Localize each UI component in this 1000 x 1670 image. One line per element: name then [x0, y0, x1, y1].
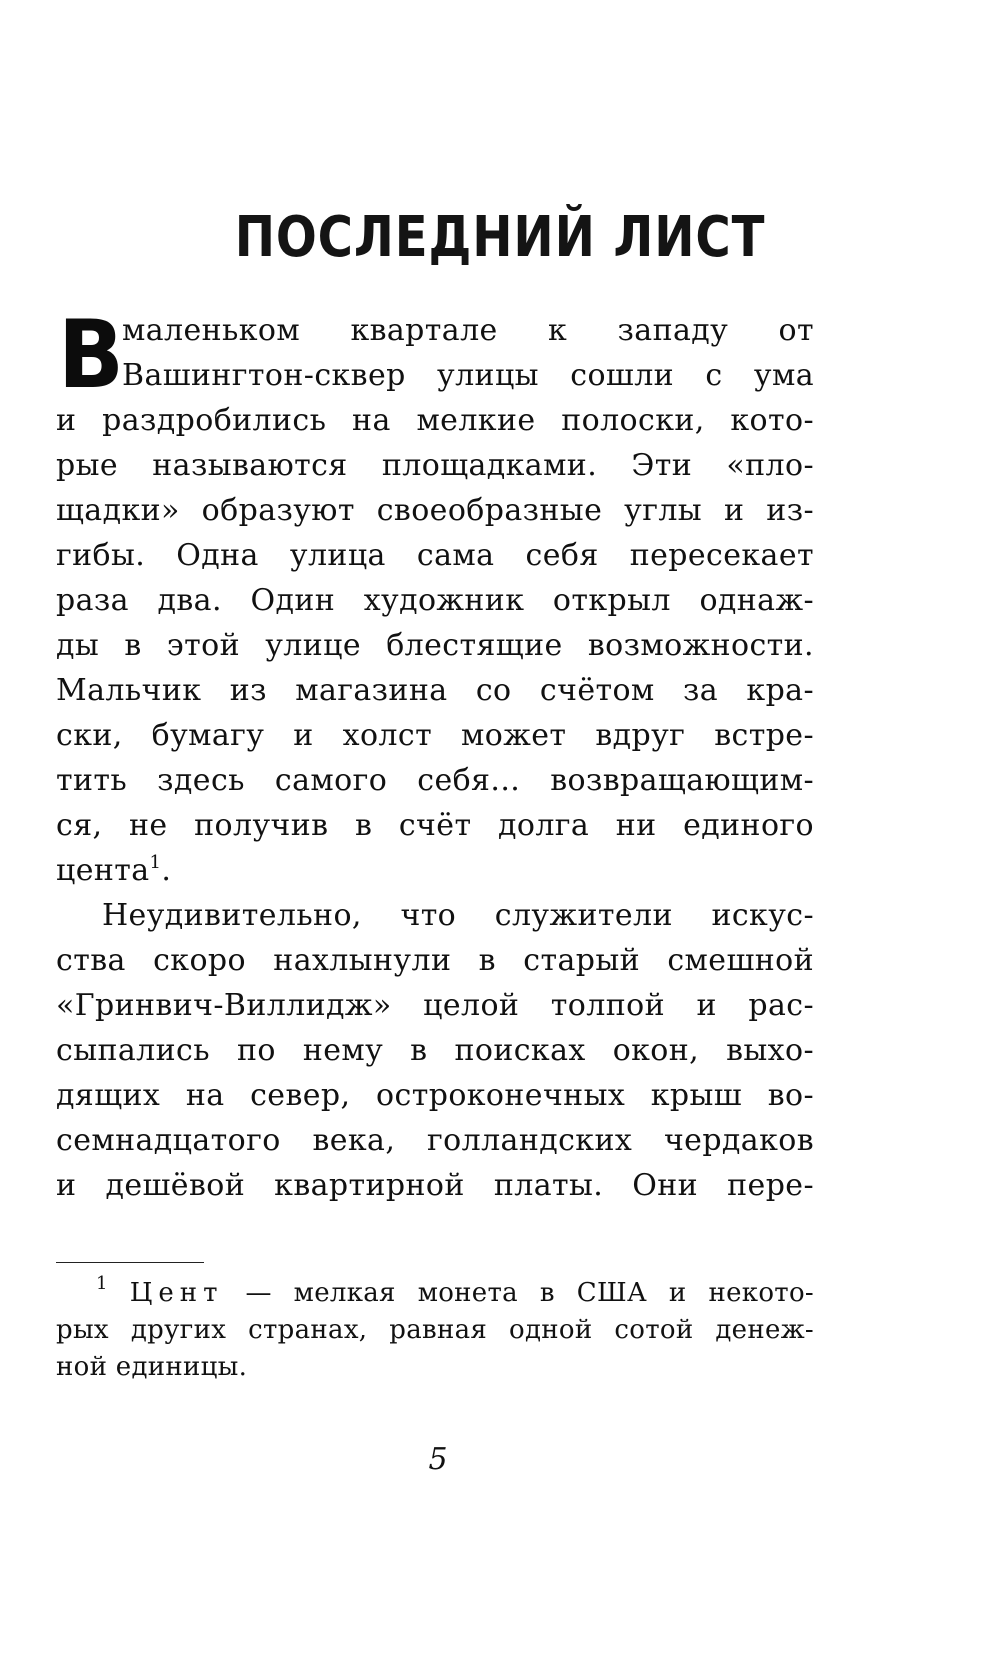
footnote-reference[interactable]: 1 [149, 852, 162, 873]
footnote-text: — мелкая монета в США и некото- [223, 1278, 814, 1308]
text-line: и дешёвой квартирной платы. Они пере- [56, 1168, 814, 1203]
footnote-line: рых других странах, равная одной сотой денеж- [56, 1315, 814, 1345]
text-line: дящих на север, остроконечных крыш во- [56, 1078, 814, 1113]
text-line: ся, не получив в счёт долга ни единого [56, 808, 814, 843]
footnote-divider [56, 1262, 204, 1263]
text-line-last [56, 848, 814, 893]
drop-cap: В [58, 301, 124, 410]
text-fragment: цента [56, 853, 150, 888]
text-line: раза два. Один художник открыл однаж- [56, 583, 814, 618]
text-fragment: . [161, 853, 172, 888]
footnote [56, 1275, 814, 1386]
text-line: щадки» образуют своеобразные углы и из- [56, 493, 814, 528]
footnote-line: ной единицы. [56, 1352, 248, 1382]
footnote-marker: 1 [96, 1273, 108, 1294]
text-line: Вашингтон-сквер улицы сошли с ума [122, 358, 814, 393]
footnote-line [56, 1275, 814, 1312]
text-line: рые называются площадками. Эти «пло- [56, 448, 814, 483]
text-line: сыпались по нему в поисках окон, выхо- [56, 1033, 814, 1068]
text-line: Мальчик из магазина со счётом за кра- [56, 673, 814, 708]
text-line: гибы. Одна улица сама себя пересекает [56, 538, 814, 573]
text-line: ски, бумагу и холст может вдруг встре- [56, 718, 814, 753]
text-line: тить здесь самого себя... возвращающим- [56, 763, 814, 798]
text-line: ды в этой улице блестящие возможности. [56, 628, 814, 663]
footnote-term: Цент [129, 1278, 224, 1308]
text-line: ства скоро нахлынули в старый смешной [56, 943, 814, 978]
text-line: и раздробились на мелкие полоски, кото- [56, 403, 814, 438]
text-line: маленьком квартале к западу от [122, 313, 814, 348]
text-line: семнадцатого века, голландских чердаков [56, 1123, 814, 1158]
page-number: 5 [428, 1442, 448, 1477]
body-text [56, 301, 814, 1208]
text-line: Неудивительно, что служители искус- [102, 898, 814, 933]
text-line: «Гринвич-Виллидж» целой толпой и рас- [56, 988, 814, 1023]
chapter-title: ПОСЛЕДНИЙ ЛИСТ [234, 205, 766, 270]
